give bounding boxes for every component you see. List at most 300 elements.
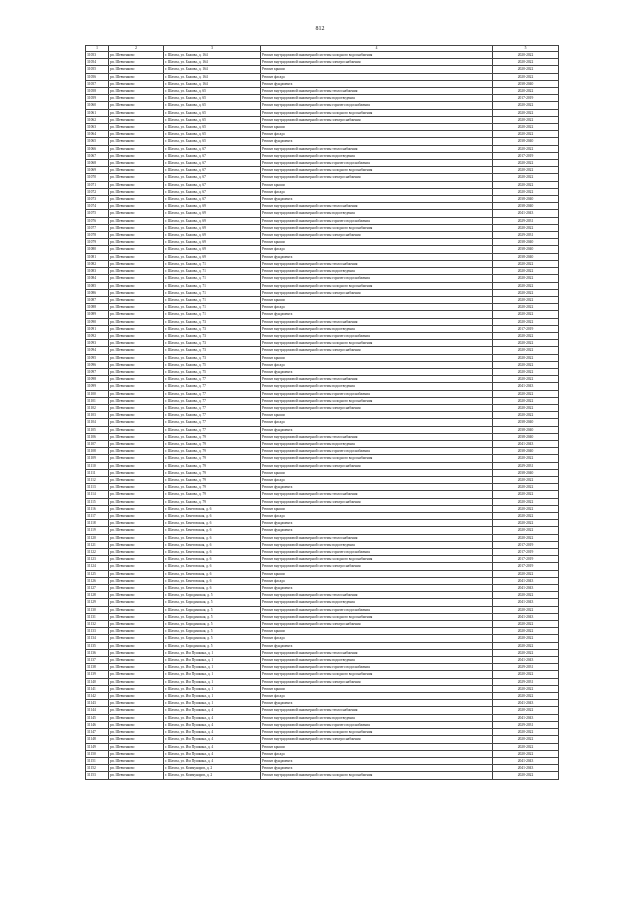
work-type-cell: Ремонт фундамента (261, 196, 493, 203)
address-cell: г. Шахты, ул. Бажова, д. 67 (164, 145, 261, 152)
row-number-cell: 31064 (86, 131, 109, 138)
table-row (86, 383, 559, 390)
address-cell: г. Шахты, ул. Бажова, д. 67 (164, 181, 261, 188)
settlement-cell: рп. Шевченково (109, 541, 164, 548)
work-type-cell: Ремонт фундамента (261, 311, 493, 318)
period-cell: 2029-2031 (493, 462, 559, 469)
work-type-cell: Ремонт внутридомовой инженерной системы электроснабжения (261, 289, 493, 296)
period-cell: 2020-2022 (493, 160, 559, 167)
address-cell: г. Шахты, ул. Бажова, д. 71 (164, 296, 261, 303)
address-cell: г. Шахты, ул. Им Пушкина, д. 1 (164, 678, 261, 685)
period-cell: 2020-2022 (493, 635, 559, 642)
table-row (86, 772, 559, 779)
table-row (86, 628, 559, 635)
row-number-cell: 31119 (86, 527, 109, 534)
settlement-cell: рп. Шевченково (109, 354, 164, 361)
settlement-cell: рп. Шевченково (109, 693, 164, 700)
work-type-cell: Ремонт крыши (261, 685, 493, 692)
table-row (86, 304, 559, 311)
table-row (86, 167, 559, 174)
settlement-cell: рп. Шевченково (109, 109, 164, 116)
period-cell: 2020-2022 (493, 772, 559, 779)
period-cell: 2020-2022 (493, 304, 559, 311)
table-row (86, 188, 559, 195)
work-type-cell: Ремонт внутридомовой инженерной системы холодного водоснабжения (261, 52, 493, 59)
row-number-cell: 31059 (86, 95, 109, 102)
row-number-cell: 31150 (86, 750, 109, 757)
row-number-cell: 31137 (86, 657, 109, 664)
table-row (86, 498, 559, 505)
address-cell: г. Шахты, ул. Бажова, д. 69 (164, 210, 261, 217)
table-row (86, 455, 559, 462)
settlement-cell: рп. Шевченково (109, 340, 164, 347)
table-row (86, 253, 559, 260)
period-cell: 2020-2022 (493, 412, 559, 419)
address-cell: г. Шахты, ул. Им Пушкина, д. 4 (164, 729, 261, 736)
settlement-cell: рп. Шевченково (109, 657, 164, 664)
work-type-cell: Ремонт внутридомовой инженерной системы электроснабжения (261, 462, 493, 469)
settlement-cell: рп. Шевченково (109, 592, 164, 599)
period-cell: 2041-2043 (493, 599, 559, 606)
row-number-cell: 31086 (86, 289, 109, 296)
settlement-cell: рп. Шевченково (109, 268, 164, 275)
address-cell: г. Шахты, ул. Бажова, д. 69 (164, 253, 261, 260)
settlement-cell: рп. Шевченково (109, 585, 164, 592)
period-cell: 2020-2022 (493, 361, 559, 368)
period-cell: 2020-2022 (493, 66, 559, 73)
address-cell: г. Шахты, ул. Бажова, д. 73 (164, 332, 261, 339)
row-number-cell: 31062 (86, 116, 109, 123)
period-cell: 2020-2022 (493, 570, 559, 577)
period-cell: 2020-2022 (493, 476, 559, 483)
table-row (86, 376, 559, 383)
settlement-cell: рп. Шевченково (109, 304, 164, 311)
work-type-cell: Ремонт внутридомовой инженерной системы теплоснабжения (261, 534, 493, 541)
row-number-cell: 31102 (86, 404, 109, 411)
table-row (86, 469, 559, 476)
address-cell: г. Шахты, ул. Бекетовская, д. 6 (164, 520, 261, 527)
address-cell: г. Шахты, ул. Бекетовская, д. 6 (164, 549, 261, 556)
page-number: 812 (315, 26, 325, 32)
table-row (86, 476, 559, 483)
row-number-cell: 31094 (86, 347, 109, 354)
row-number-cell: 31081 (86, 253, 109, 260)
period-cell: 2017-2019 (493, 563, 559, 570)
settlement-cell: рп. Шевченково (109, 455, 164, 462)
address-cell: г. Шахты, ул. Бажова, д. 69 (164, 224, 261, 231)
work-type-cell: Ремонт фундамента (261, 253, 493, 260)
address-cell: г. Шахты, ул. Бажова, д. 69 (164, 232, 261, 239)
table-row (86, 332, 559, 339)
settlement-cell: рп. Шевченково (109, 325, 164, 332)
table-row (86, 217, 559, 224)
table-row (86, 685, 559, 692)
period-cell: 2020-2022 (493, 628, 559, 635)
row-number-cell: 31098 (86, 376, 109, 383)
address-cell: г. Шахты, ул. Бажова, д. 79 (164, 491, 261, 498)
work-type-cell: Ремонт внутридомовой инженерной системы теплоснабжения (261, 491, 493, 498)
work-type-cell: Ремонт внутридомовой инженерной системы теплоснабжения (261, 88, 493, 95)
period-cell: 2020-2022 (493, 606, 559, 613)
row-number-cell: 31147 (86, 729, 109, 736)
settlement-cell: рп. Шевченково (109, 736, 164, 743)
table-row (86, 541, 559, 548)
work-type-cell: Ремонт внутридомовой инженерной системы теплоснабжения (261, 433, 493, 440)
settlement-cell: рп. Шевченково (109, 210, 164, 217)
address-cell: г. Шахты, ул. Бажова, д. 73 (164, 347, 261, 354)
table-row (86, 116, 559, 123)
period-cell: 2020-2022 (493, 131, 559, 138)
settlement-cell: рп. Шевченково (109, 520, 164, 527)
address-cell: г. Шахты, ул. Бекетовская, д. 6 (164, 505, 261, 512)
address-cell: г. Шахты, ул. Бажова, д. 71 (164, 268, 261, 275)
settlement-cell: рп. Шевченково (109, 570, 164, 577)
period-cell: 2041-2043 (493, 757, 559, 764)
settlement-cell: рп. Шевченково (109, 621, 164, 628)
row-number-cell: 31148 (86, 736, 109, 743)
row-number-cell: 31071 (86, 181, 109, 188)
row-number-cell: 31090 (86, 318, 109, 325)
work-type-cell: Ремонт фундамента (261, 484, 493, 491)
address-cell: г. Шахты, ул. Им Пушкина, д. 1 (164, 700, 261, 707)
work-type-cell: Ремонт внутридомовой инженерной системы электроснабжения (261, 621, 493, 628)
period-cell: 2020-2022 (493, 693, 559, 700)
work-type-cell: Ремонт внутридомовой инженерной системы водоотведения (261, 95, 493, 102)
address-cell: г. Шахты, ул. Бажова, д. 75 (164, 368, 261, 375)
settlement-cell: рп. Шевченково (109, 484, 164, 491)
settlement-cell: рп. Шевченково (109, 95, 164, 102)
period-cell: 2020-2022 (493, 340, 559, 347)
address-cell: г. Шахты, ул. Бажова, д. 77 (164, 390, 261, 397)
period-cell: 2020-2022 (493, 671, 559, 678)
period-cell: 2038-2040 (493, 138, 559, 145)
address-cell: г. Шахты, ул. Бекетовская, д. 6 (164, 563, 261, 570)
work-type-cell: Ремонт внутридомовой инженерной системы холодного водоснабжения (261, 167, 493, 174)
table-row (86, 102, 559, 109)
table-row (86, 181, 559, 188)
settlement-cell: рп. Шевченково (109, 534, 164, 541)
period-cell: 2020-2022 (493, 592, 559, 599)
address-cell: г. Шахты, ул. Бажова, д. 65 (164, 124, 261, 131)
period-cell: 2029-2031 (493, 721, 559, 728)
settlement-cell: рп. Шевченково (109, 750, 164, 757)
table-row (86, 412, 559, 419)
settlement-cell: рп. Шевченково (109, 513, 164, 520)
row-number-cell: 31107 (86, 440, 109, 447)
period-cell: 2020-2022 (493, 729, 559, 736)
work-type-cell: Ремонт крыши (261, 181, 493, 188)
row-number-cell: 31072 (86, 188, 109, 195)
table-row (86, 765, 559, 772)
work-type-cell: Ремонт внутридомовой инженерной системы горячего водоснабжения (261, 448, 493, 455)
address-cell: г. Шахты, ул. Бородинская, д. 5 (164, 621, 261, 628)
work-type-cell: Ремонт фасада (261, 131, 493, 138)
address-cell: г. Шахты, ул. Бажова, д. 73 (164, 340, 261, 347)
address-cell: г. Шахты, ул. Бажова, д. 164 (164, 73, 261, 80)
table-row (86, 606, 559, 613)
row-number-cell: 31128 (86, 592, 109, 599)
period-cell: 2020-2022 (493, 750, 559, 757)
settlement-cell: рп. Шевченково (109, 685, 164, 692)
row-number-cell: 31151 (86, 757, 109, 764)
work-type-cell: Ремонт внутридомовой инженерной системы теплоснабжения (261, 649, 493, 656)
settlement-cell: рп. Шевченково (109, 239, 164, 246)
row-number-cell: 31143 (86, 700, 109, 707)
address-cell: г. Шахты, ул. Им Пушкина, д. 1 (164, 657, 261, 664)
period-cell: 2020-2022 (493, 275, 559, 282)
settlement-cell: рп. Шевченково (109, 426, 164, 433)
work-type-cell: Ремонт внутридомовой инженерной системы водоотведения (261, 210, 493, 217)
settlement-cell: рп. Шевченково (109, 73, 164, 80)
table-row (86, 95, 559, 102)
address-cell: г. Шахты, ул. Бажова, д. 65 (164, 102, 261, 109)
period-cell: 2020-2022 (493, 181, 559, 188)
row-number-cell: 31073 (86, 196, 109, 203)
row-number-cell: 31131 (86, 613, 109, 620)
row-number-cell: 31117 (86, 513, 109, 520)
table-row (86, 318, 559, 325)
address-cell: г. Шахты, ул. Бажова, д. 65 (164, 88, 261, 95)
row-number-cell: 31103 (86, 412, 109, 419)
work-type-cell: Ремонт фундамента (261, 368, 493, 375)
table-row (86, 642, 559, 649)
table-row (86, 563, 559, 570)
settlement-cell: рп. Шевченково (109, 66, 164, 73)
settlement-cell: рп. Шевченково (109, 131, 164, 138)
table-row (86, 325, 559, 332)
work-type-cell: Ремонт внутридомовой инженерной системы горячего водоснабжения (261, 332, 493, 339)
table-row (86, 700, 559, 707)
period-cell: 2020-2022 (493, 513, 559, 520)
work-type-cell: Ремонт внутридомовой инженерной системы водоотведения (261, 440, 493, 447)
table-row (86, 224, 559, 231)
period-cell: 2020-2022 (493, 296, 559, 303)
work-type-cell: Ремонт внутридомовой инженерной системы горячего водоснабжения (261, 275, 493, 282)
work-type-cell: Ремонт внутридомовой инженерной системы холодного водоснабжения (261, 556, 493, 563)
address-cell: г. Шахты, ул. Бажова, д. 77 (164, 426, 261, 433)
address-cell: г. Шахты, ул. Бажова, д. 71 (164, 275, 261, 282)
address-cell: г. Шахты, ул. Коммунаров, д. 2 (164, 772, 261, 779)
row-number-cell: 31087 (86, 296, 109, 303)
row-number-cell: 31083 (86, 268, 109, 275)
table-row (86, 426, 559, 433)
register-table (85, 45, 559, 780)
work-type-cell: Ремонт фасада (261, 577, 493, 584)
row-number-cell: 31066 (86, 145, 109, 152)
row-number-cell: 31116 (86, 505, 109, 512)
table-row (86, 311, 559, 318)
table-row (86, 736, 559, 743)
address-cell: г. Шахты, ул. Им Пушкина, д. 4 (164, 721, 261, 728)
work-type-cell: Ремонт внутридомовой инженерной системы водоотведения (261, 541, 493, 548)
table-row (86, 368, 559, 375)
settlement-cell: рп. Шевченково (109, 246, 164, 253)
work-type-cell: Ремонт внутридомовой инженерной системы горячего водоснабжения (261, 102, 493, 109)
settlement-cell: рп. Шевченково (109, 613, 164, 620)
period-cell: 2041-2043 (493, 577, 559, 584)
row-number-cell: 31088 (86, 304, 109, 311)
address-cell: г. Шахты, ул. Бажова, д. 164 (164, 66, 261, 73)
table-row (86, 743, 559, 750)
period-cell: 2017-2019 (493, 152, 559, 159)
settlement-cell: рп. Шевченково (109, 498, 164, 505)
work-type-cell: Ремонт крыши (261, 239, 493, 246)
table-row (86, 527, 559, 534)
work-type-cell: Ремонт крыши (261, 505, 493, 512)
table-row (86, 296, 559, 303)
address-cell: г. Шахты, ул. Им Пушкина, д. 4 (164, 736, 261, 743)
address-cell: г. Шахты, ул. Бажова, д. 65 (164, 95, 261, 102)
settlement-cell: рп. Шевченково (109, 729, 164, 736)
address-cell: г. Шахты, ул. Бекетовская, д. 6 (164, 585, 261, 592)
settlement-cell: рп. Шевченково (109, 124, 164, 131)
table-row (86, 397, 559, 404)
table-row (86, 635, 559, 642)
table-row (86, 570, 559, 577)
work-type-cell: Ремонт внутридомовой инженерной системы холодного водоснабжения (261, 109, 493, 116)
address-cell: г. Шахты, ул. Бажова, д. 73 (164, 325, 261, 332)
period-cell: 2020-2022 (493, 520, 559, 527)
row-number-cell: 31056 (86, 73, 109, 80)
address-cell: г. Шахты, ул. Бажова, д. 65 (164, 116, 261, 123)
address-cell: г. Шахты, ул. Бажова, д. 67 (164, 152, 261, 159)
address-cell: г. Шахты, ул. Бажова, д. 77 (164, 419, 261, 426)
address-cell: г. Шахты, ул. Бажова, д. 164 (164, 80, 261, 87)
row-number-cell: 31110 (86, 462, 109, 469)
address-cell: г. Шахты, ул. Им Пушкина, д. 1 (164, 649, 261, 656)
address-cell: г. Шахты, ул. Бажова, д. 69 (164, 203, 261, 210)
settlement-cell: рп. Шевченково (109, 390, 164, 397)
address-cell: г. Шахты, ул. Бажова, д. 71 (164, 304, 261, 311)
settlement-cell: рп. Шевченково (109, 678, 164, 685)
row-number-cell: 31082 (86, 260, 109, 267)
period-cell: 2038-2040 (493, 419, 559, 426)
table-row (86, 80, 559, 87)
row-number-cell: 31125 (86, 570, 109, 577)
settlement-cell: рп. Шевченково (109, 707, 164, 714)
settlement-cell: рп. Шевченково (109, 714, 164, 721)
period-cell: 2041-2043 (493, 440, 559, 447)
table-row (86, 404, 559, 411)
settlement-cell: рп. Шевченково (109, 152, 164, 159)
row-number-cell: 31060 (86, 102, 109, 109)
address-cell: г. Шахты, ул. Бажова, д. 65 (164, 131, 261, 138)
row-number-cell: 31142 (86, 693, 109, 700)
row-number-cell: 31100 (86, 390, 109, 397)
settlement-cell: рп. Шевченково (109, 253, 164, 260)
work-type-cell: Ремонт внутридомовой инженерной системы водоотведения (261, 325, 493, 332)
table-row (86, 491, 559, 498)
address-cell: г. Шахты, ул. Бажова, д. 69 (164, 239, 261, 246)
work-type-cell: Ремонт внутридомовой инженерной системы холодного водоснабжения (261, 729, 493, 736)
row-number-cell: 31113 (86, 484, 109, 491)
row-number-cell: 31153 (86, 772, 109, 779)
work-type-cell: Ремонт внутридомовой инженерной системы электроснабжения (261, 736, 493, 743)
work-type-cell: Ремонт фундамента (261, 138, 493, 145)
work-type-cell: Ремонт внутридомовой инженерной системы электроснабжения (261, 563, 493, 570)
work-type-cell: Ремонт внутридомовой инженерной системы теплоснабжения (261, 260, 493, 267)
settlement-cell: рп. Шевченково (109, 347, 164, 354)
row-number-cell: 31079 (86, 239, 109, 246)
settlement-cell: рп. Шевченково (109, 260, 164, 267)
work-type-cell: Ремонт внутридомовой инженерной системы холодного водоснабжения (261, 282, 493, 289)
row-number-cell: 31095 (86, 354, 109, 361)
work-type-cell: Ремонт внутридомовой инженерной системы теплоснабжения (261, 318, 493, 325)
row-number-cell: 31146 (86, 721, 109, 728)
work-type-cell: Ремонт внутридомовой инженерной системы водоотведения (261, 383, 493, 390)
row-number-cell: 31075 (86, 210, 109, 217)
address-cell: г. Шахты, ул. Бажова, д. 73 (164, 318, 261, 325)
period-cell: 2017-2019 (493, 325, 559, 332)
address-cell: г. Шахты, ул. Бажова, д. 77 (164, 404, 261, 411)
row-number-cell: 31101 (86, 397, 109, 404)
settlement-cell: рп. Шевченково (109, 116, 164, 123)
address-cell: г. Шахты, ул. Им Пушкина, д. 4 (164, 750, 261, 757)
work-type-cell: Ремонт фасада (261, 73, 493, 80)
address-cell: г. Шахты, ул. Бекетовская, д. 6 (164, 556, 261, 563)
row-number-cell: 31092 (86, 332, 109, 339)
work-type-cell: Ремонт фасада (261, 750, 493, 757)
row-number-cell: 31114 (86, 491, 109, 498)
address-cell: г. Шахты, ул. Бажова, д. 79 (164, 440, 261, 447)
period-cell: 2020-2022 (493, 88, 559, 95)
table-row (86, 556, 559, 563)
period-cell: 2020-2022 (493, 505, 559, 512)
period-cell: 2038-2040 (493, 196, 559, 203)
row-number-cell: 31130 (86, 606, 109, 613)
row-number-cell: 31120 (86, 534, 109, 541)
settlement-cell: рп. Шевченково (109, 412, 164, 419)
address-cell: г. Шахты, ул. Бекетовская, д. 6 (164, 570, 261, 577)
row-number-cell: 31053 (86, 52, 109, 59)
table-row (86, 433, 559, 440)
settlement-cell: рп. Шевченково (109, 757, 164, 764)
address-cell: г. Шахты, ул. Бажова, д. 79 (164, 448, 261, 455)
work-type-cell: Ремонт внутридомовой инженерной системы теплоснабжения (261, 203, 493, 210)
settlement-cell: рп. Шевченково (109, 174, 164, 181)
table-row (86, 678, 559, 685)
settlement-cell: рп. Шевченково (109, 160, 164, 167)
address-cell: г. Шахты, ул. Бекетовская, д. 6 (164, 513, 261, 520)
work-type-cell: Ремонт фундамента (261, 80, 493, 87)
address-cell: г. Шахты, ул. Бажова, д. 79 (164, 462, 261, 469)
period-cell: 2041-2043 (493, 700, 559, 707)
work-type-cell: Ремонт внутридомовой инженерной системы горячего водоснабжения (261, 606, 493, 613)
row-number-cell: 31108 (86, 448, 109, 455)
address-cell: г. Шахты, ул. Бажова, д. 67 (164, 160, 261, 167)
table-row (86, 124, 559, 131)
period-cell: 2038-2040 (493, 239, 559, 246)
row-number-cell: 31152 (86, 765, 109, 772)
period-cell: 2020-2022 (493, 188, 559, 195)
row-number-cell: 31105 (86, 426, 109, 433)
row-number-cell: 31093 (86, 340, 109, 347)
address-cell: г. Шахты, ул. Бажова, д. 71 (164, 289, 261, 296)
address-cell: г. Шахты, ул. Бородинская, д. 5 (164, 606, 261, 613)
period-cell: 2038-2040 (493, 203, 559, 210)
table-row (86, 289, 559, 296)
row-number-cell: 31104 (86, 419, 109, 426)
work-type-cell: Ремонт внутридомовой инженерной системы электроснабжения (261, 347, 493, 354)
period-cell: 2020-2022 (493, 52, 559, 59)
settlement-cell: рп. Шевченково (109, 181, 164, 188)
address-cell: г. Шахты, ул. Бажова, д. 79 (164, 498, 261, 505)
period-cell: 2038-2040 (493, 80, 559, 87)
row-number-cell: 31080 (86, 246, 109, 253)
table-row (86, 239, 559, 246)
settlement-cell: рп. Шевченково (109, 196, 164, 203)
settlement-cell: рп. Шевченково (109, 145, 164, 152)
